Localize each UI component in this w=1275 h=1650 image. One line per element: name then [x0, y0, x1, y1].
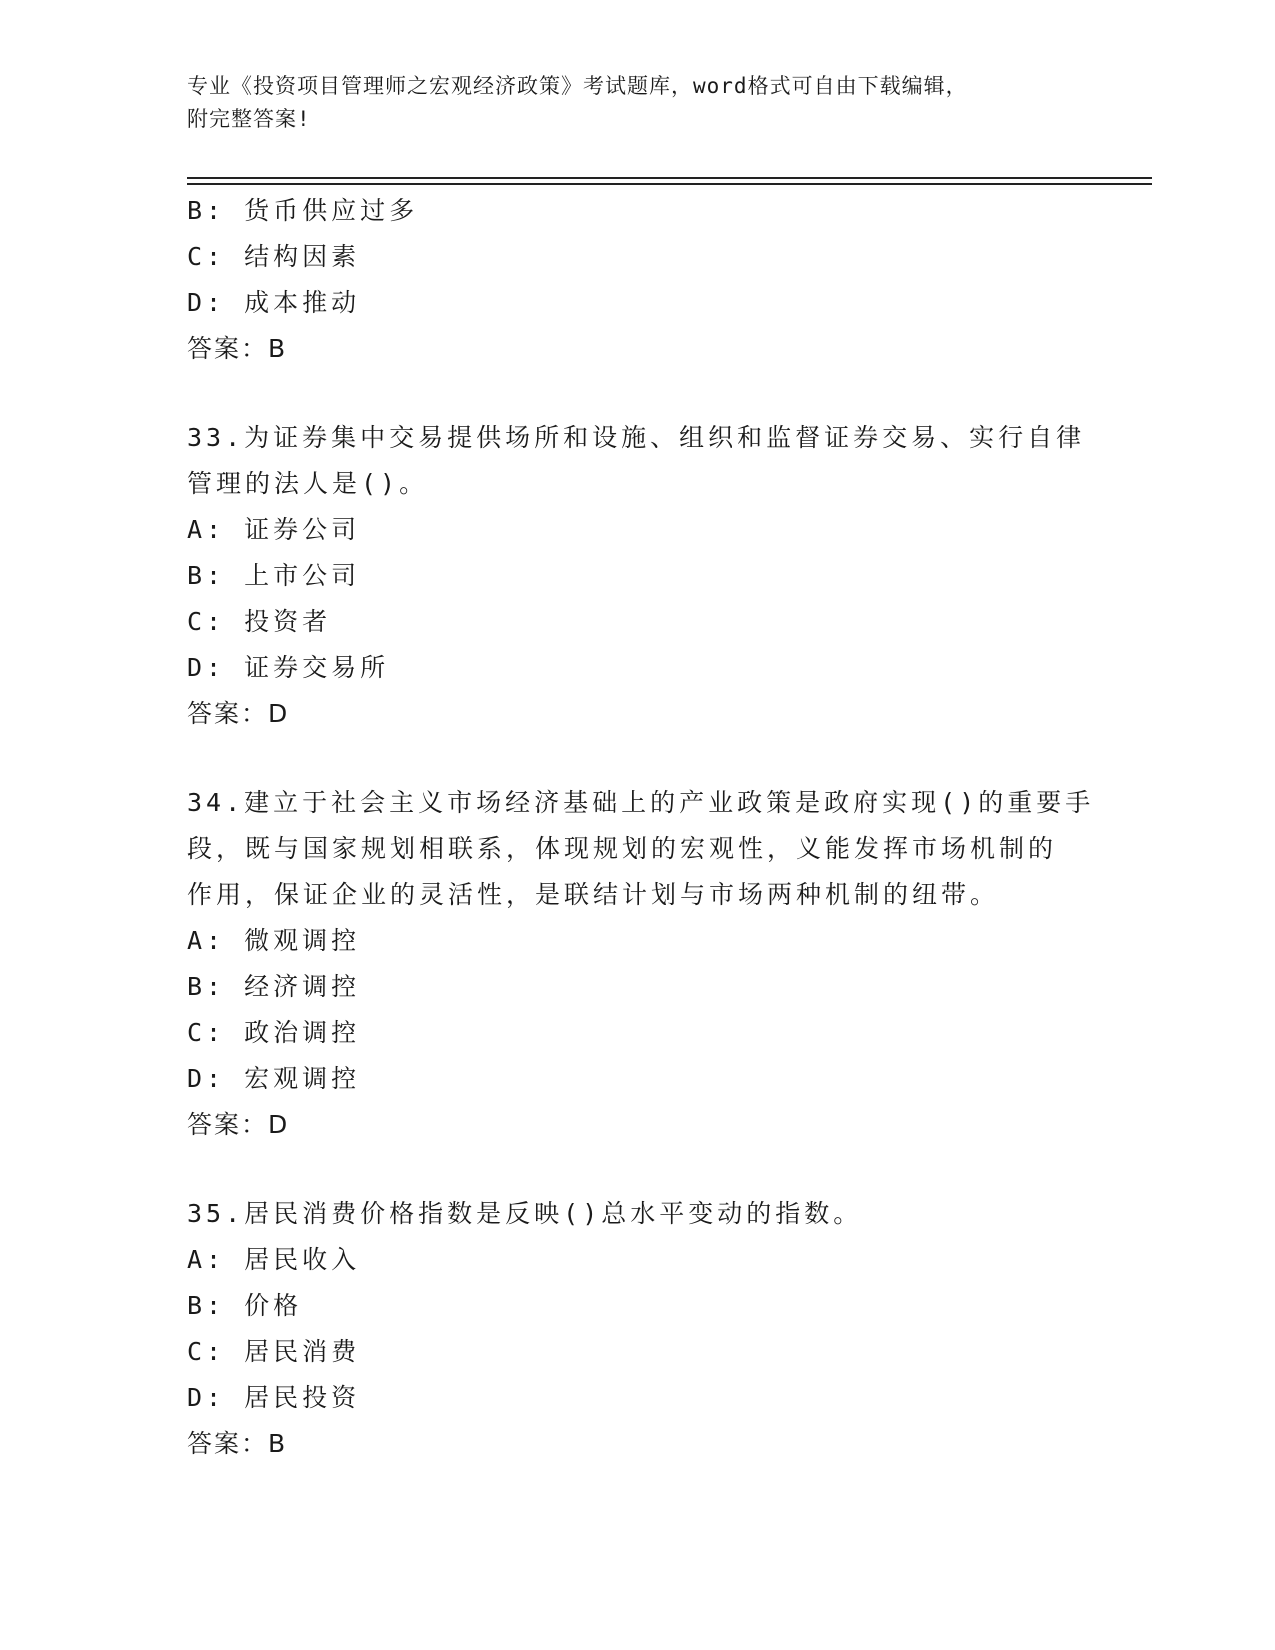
answer: 答案：B — [187, 334, 288, 363]
question-list — [187, 188, 1095, 1467]
document-header — [187, 70, 1087, 136]
option-c: C: 政治调控 — [187, 1018, 361, 1047]
option-a: A: 微观调控 — [187, 926, 361, 955]
option-d: D: 居民投资 — [187, 1383, 361, 1412]
question-32 — [187, 188, 1087, 372]
question-stem-line: 作用，保证企业的灵活性，是联结计划与市场两种机制的纽带。 — [187, 880, 1000, 909]
header-divider-bottom — [187, 183, 1152, 185]
option-c: C: 结构因素 — [187, 242, 361, 271]
option-c: C: 投资者 — [187, 607, 332, 636]
option-d: D: 宏观调控 — [187, 1064, 361, 1093]
answer: 答案：D — [187, 699, 290, 728]
question-stem-line: 34.建立于社会主义市场经济基础上的产业政策是政府实现()的重要手 — [187, 788, 1095, 817]
answer: 答案：D — [187, 1110, 290, 1139]
spacer — [187, 372, 1087, 415]
header-line-2: 附完整答案! — [187, 107, 311, 131]
answer: 答案：B — [187, 1429, 288, 1458]
option-b: B: 经济调控 — [187, 972, 361, 1001]
option-b: B: 货币供应过多 — [187, 196, 419, 225]
question-stem-line: 33.为证券集中交易提供场所和设施、组织和监督证券交易、实行自律 — [187, 423, 1086, 452]
question-34 — [187, 780, 1095, 1148]
option-d: D: 成本推动 — [187, 288, 361, 317]
spacer — [187, 1148, 1087, 1191]
option-c: C: 居民消费 — [187, 1337, 361, 1366]
option-a: A: 居民收入 — [187, 1245, 361, 1274]
header-divider-top — [187, 177, 1152, 179]
question-stem-line: 段，既与国家规划相联系，体现规划的宏观性，义能发挥市场机制的 — [187, 834, 1058, 863]
question-stem-line: 35.居民消费价格指数是反映()总水平变动的指数。 — [187, 1199, 863, 1228]
option-b: B: 上市公司 — [187, 561, 361, 590]
question-33 — [187, 415, 1087, 737]
question-35 — [187, 1191, 1087, 1467]
spacer — [187, 737, 1087, 780]
header-line-1: 专业《投资项目管理师之宏观经济政策》考试题库，word格式可自由下载编辑， — [187, 74, 968, 98]
question-stem-line: 管理的法人是()。 — [187, 469, 429, 498]
option-b: B: 价格 — [187, 1291, 303, 1320]
option-d: D: 证券交易所 — [187, 653, 390, 682]
option-a: A: 证券公司 — [187, 515, 361, 544]
